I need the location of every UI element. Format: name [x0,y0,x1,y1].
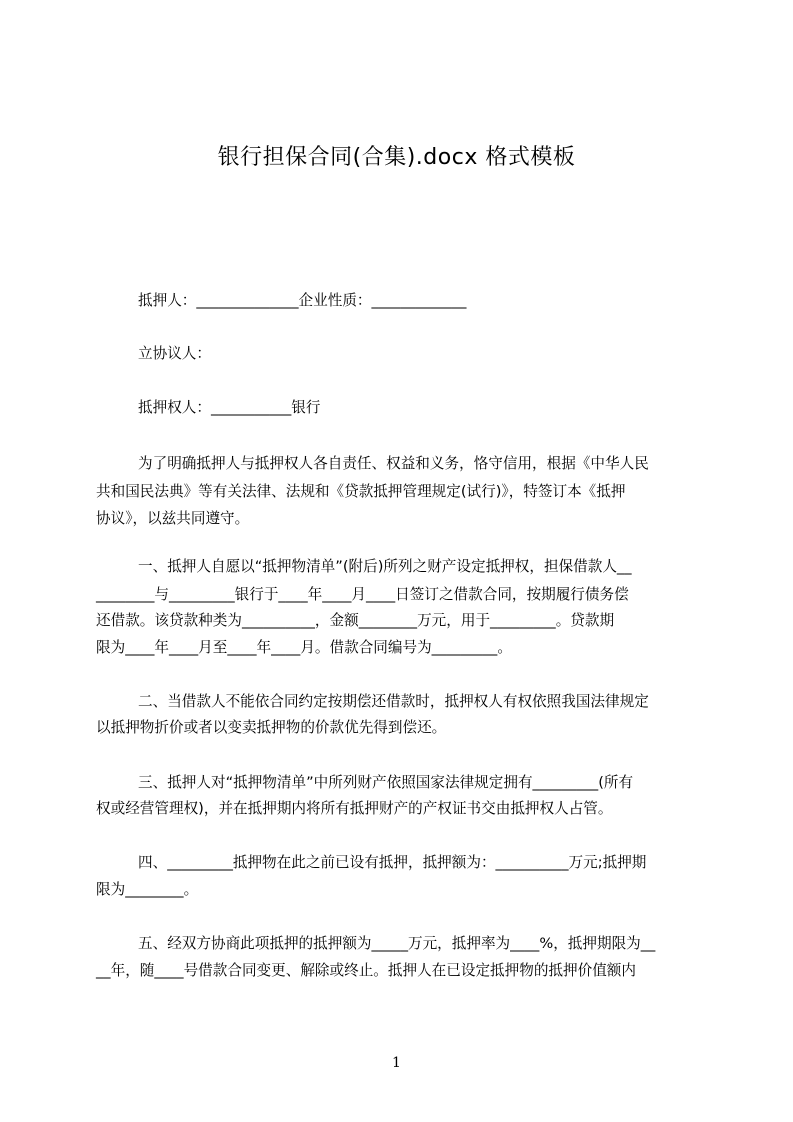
preamble-line-1: 为了明确抵押人与抵押权人各自责任、权益和义务，恪守信用，根据《中华人民 [138,455,649,472]
clause-4-line-1: 四、_________抵押物在此之前已设有抵押，抵押额为：__________万元;抵押期 [138,854,647,871]
clause-1-line-2: ________与_________银行于____年____月____日签订之借款合同，按期履行债务偿 [96,586,629,603]
clause-1-line-1: 一、抵押人自愿以“抵押物清单”(附后)所列之财产设定抵押权，担保借款人__ [138,558,632,575]
clause-5-line-1: 五、经双方协商此项抵押的抵押额为_____万元，抵押率为____%，抵押期限为__ [138,935,656,952]
mortgagor-line: 抵押人：______________企业性质：_____________ [138,292,467,309]
clause-1-line-4: 限为____年____月至____年____月。借款合同编号为_________。 [96,639,512,656]
clause-1-line-3: 还借款。该贷款种类为__________，金额________万元，用于_________。贷款期 [96,612,615,629]
clause-2-line-1: 二、当借款人不能依合同约定按期偿还借款时，抵押权人有权依照我国法律规定 [138,693,649,710]
clause-3-line-2: 权或经营管理权)，并在抵押期内将所有抵押财产的产权证书交由抵押权人占管。 [96,800,613,817]
agreement-party-line: 立协议人： [138,345,211,362]
clause-4-line-2: 限为________。 [96,881,199,898]
clause-2-line-2: 以抵押物折价或者以变卖抵押物的价款优先得到偿还。 [96,719,447,736]
clause-5-line-2: __年，随____号借款合同变更、解除或终止。抵押人在已设定抵押物的抵押价值额内 [96,962,636,979]
clause-3-line-1: 三、抵押人对“抵押物清单”中所列财产依照国家法律规定拥有_________(所有 [138,774,634,791]
page-number: 1 [392,1055,401,1071]
mortgagee-line: 抵押权人：___________银行 [138,399,321,416]
preamble-line-2: 共和国民法典》等有关法律、法规和《贷款抵押管理规定(试行)》，特签订本《抵押 [96,483,626,500]
page-title: 银行担保合同(合集).docx 格式模板 [217,145,576,170]
preamble-line-3: 协议》，以兹共同遵守。 [96,510,250,527]
